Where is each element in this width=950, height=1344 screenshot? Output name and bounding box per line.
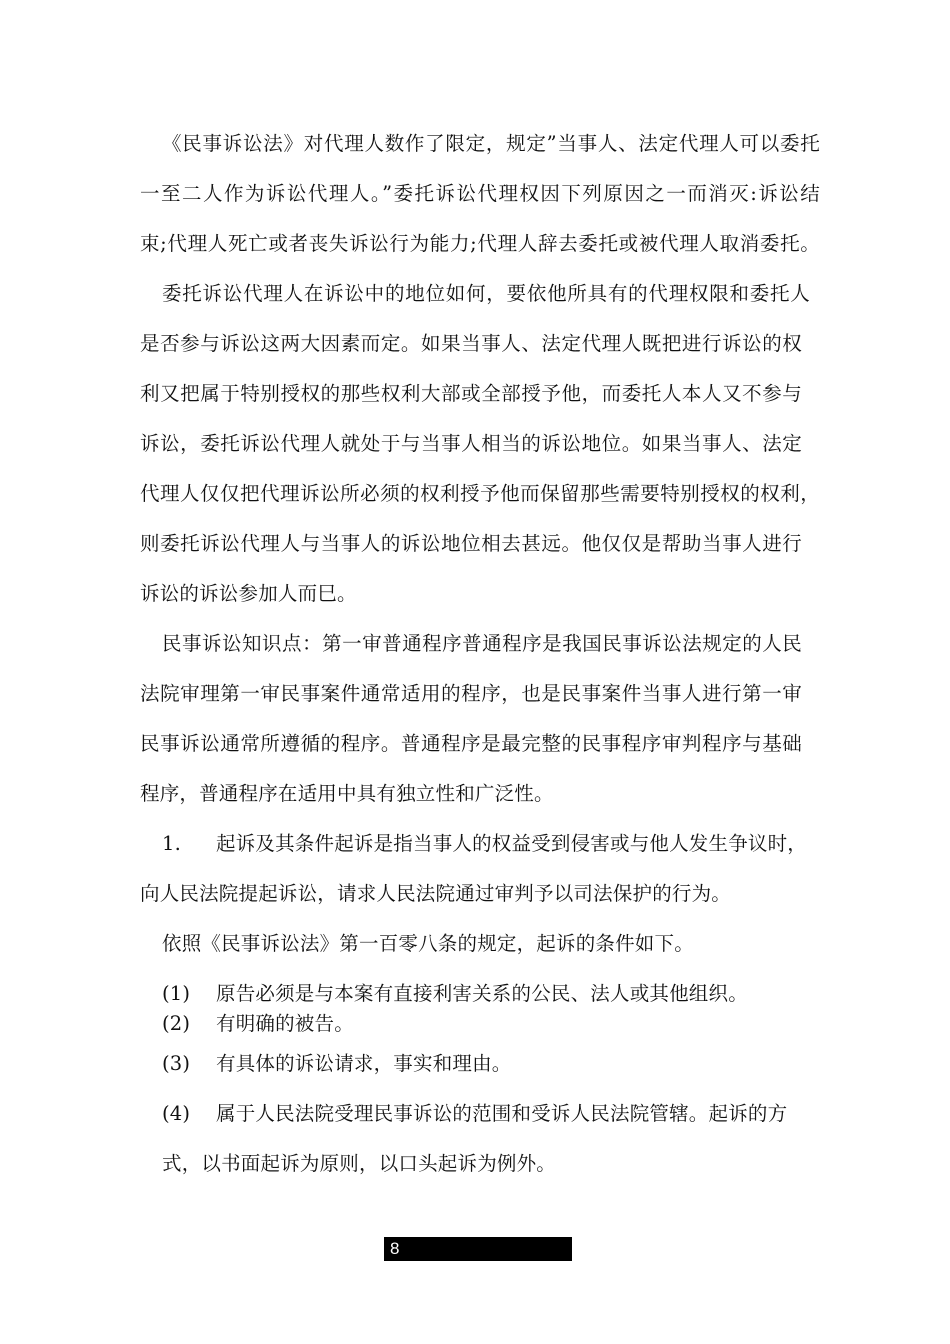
paragraph-line: 代理人仅仅把代理诉讼所必须的权利授予他而保留那些需要特别授权的权利， (140, 482, 820, 505)
intro-line: 依照《民事诉讼法》第一百零八条的规定，起诉的条件如下。 (162, 932, 694, 955)
list-marker: (3) (162, 1052, 191, 1075)
paragraph-line: 民事诉讼通常所遵循的程序。普通程序是最完整的民事程序审判程序与基础 (140, 732, 802, 755)
list-item-text: 有具体的诉讼请求，事实和理由。 (216, 1052, 512, 1075)
paragraph-line: 诉讼的诉讼参加人而巳。 (140, 582, 357, 605)
paragraph-line: 民事诉讼知识点：第一审普通程序普通程序是我国民事诉讼法规定的人民 (162, 632, 802, 655)
paragraph-line: 则委托诉讼代理人与当事人的诉讼地位相去甚远。他仅仅是帮助当事人进行 (140, 532, 802, 555)
paragraph-line: 一至二人作为诉讼代理人。”委托诉讼代理权因下列原因之一而消灭:诉讼结 (140, 182, 820, 205)
paragraph-line: 是否参与诉讼这两大因素而定。如果当事人、法定代理人既把进行诉讼的权 (140, 332, 802, 355)
list-marker: (2) (162, 1012, 191, 1035)
list-marker: (4) (162, 1102, 191, 1125)
list-marker: (1) (162, 982, 191, 1005)
list-item-text: 有明确的被告。 (216, 1012, 354, 1035)
list-item-text: 属于人民法院受理民事诉讼的范围和受诉人民法院管辖。起诉的方 (216, 1102, 788, 1125)
list-item-text: 起诉及其条件起诉是指当事人的权益受到侵害或与他人发生争议时， (216, 832, 808, 855)
list-item-text: 原告必须是与本案有直接利害关系的公民、法人或其他组织。 (216, 982, 748, 1005)
condition-item (162, 981, 748, 1007)
condition-item (162, 1101, 787, 1127)
condition-continuation: 式，以书面起诉为原则，以口头起诉为例外。 (162, 1152, 557, 1175)
paragraph-line: 向人民法院提起诉讼，请求人民法院通过审判予以司法保护的行为。 (140, 882, 732, 905)
numbered-item (162, 831, 807, 857)
list-marker: 1. (162, 832, 182, 855)
paragraph-line: 利又把属于特别授权的那些权利大部或全部授予他，而委托人本人又不参与 (140, 382, 802, 405)
paragraph-line: 程序，普通程序在适用中具有独立性和广泛性。 (140, 782, 554, 805)
page-number: 8 (390, 1239, 400, 1258)
paragraph-line: 《民事诉讼法》对代理人数作了限定，规定”当事人、法定代理人可以委托 (162, 132, 820, 155)
paragraph-line: 委托诉讼代理人在诉讼中的地位如何，要依他所具有的代理权限和委托人 (162, 282, 810, 305)
paragraph-line: 束;代理人死亡或者丧失诉讼行为能力;代理人辞去委托或被代理人取消委托。 (140, 232, 820, 255)
paragraph-line: 法院审理第一审民事案件通常适用的程序，也是民事案件当事人进行第一审 (140, 682, 802, 705)
condition-item (162, 1011, 354, 1037)
paragraph-line: 诉讼，委托诉讼代理人就处于与当事人相当的诉讼地位。如果当事人、法定 (140, 432, 802, 455)
condition-item (162, 1051, 512, 1077)
page-number-bar (384, 1237, 572, 1261)
